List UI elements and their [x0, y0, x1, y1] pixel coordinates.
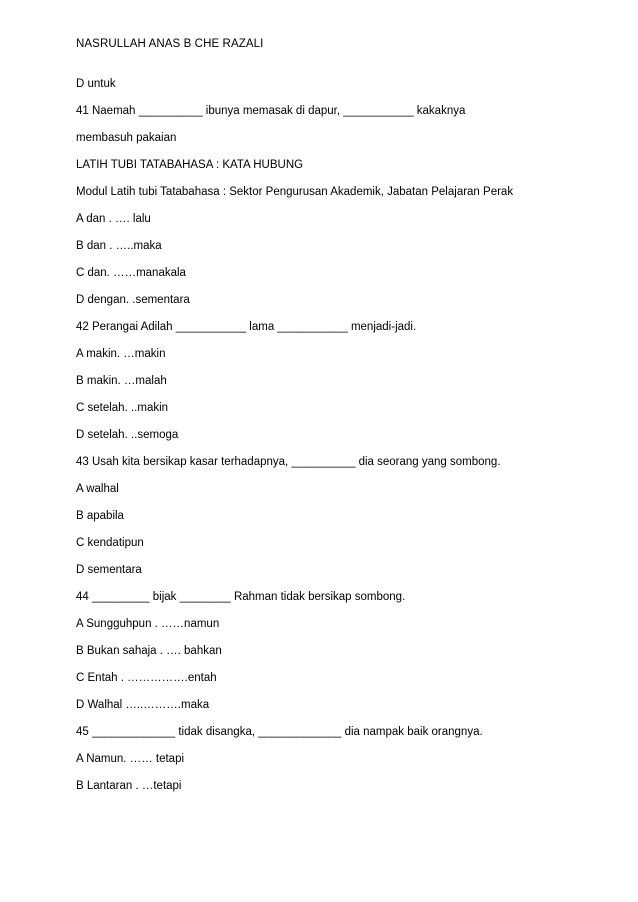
question-45: 45 _____________ tidak disangka, _____________ dia nampak baik orangnya. [76, 726, 483, 738]
answer-option: D Walhal …..……….maka [76, 699, 210, 711]
answer-option: D dengan. .sementara [76, 294, 190, 306]
question-41: 41 Naemah __________ ibunya memasak di dapur, ___________ kakaknya [76, 105, 466, 117]
answer-option: B dan . …..maka [76, 240, 162, 252]
answer-option: A Sungguhpun . ……namun [76, 618, 220, 630]
page-header-author: NASRULLAH ANAS B CHE RAZALI [76, 38, 264, 50]
document-body [76, 77, 616, 806]
question-43: 43 Usah kita bersikap kasar terhadapnya, __________ dia seorang yang sombong. [76, 456, 501, 468]
answer-option: C kendatipun [76, 537, 144, 549]
answer-option: A walhal [76, 483, 119, 495]
answer-option: C setelah. ..makin [76, 402, 169, 414]
answer-option: C dan. ……manakala [76, 267, 186, 279]
text-line: D untuk [76, 78, 116, 90]
module-title: Modul Latih tubi Tatabahasa : Sektor Pengurusan Akademik, Jabatan Pelajaran Perak [76, 186, 514, 198]
answer-option: B apabila [76, 510, 124, 522]
answer-option: B Lantaran . …tetapi [76, 780, 182, 792]
answer-option: A dan . …. lalu [76, 213, 151, 225]
question-42: 42 Perangai Adilah ___________ lama ___________ menjadi-jadi. [76, 321, 417, 333]
answer-option: B Bukan sahaja . …. bahkan [76, 645, 222, 657]
answer-option: B makin. …malah [76, 375, 167, 387]
answer-option: C Entah . …………….entah [76, 672, 217, 684]
section-heading: LATIH TUBI TATABAHASA : KATA HUBUNG [76, 159, 304, 171]
answer-option: A Namun. …… tetapi [76, 753, 185, 765]
text-line: membasuh pakaian [76, 132, 177, 144]
question-44: 44 _________ bijak ________ Rahman tidak bersikap sombong. [76, 591, 406, 603]
answer-option: A makin. …makin [76, 348, 166, 360]
answer-option: D setelah. ..semoga [76, 429, 179, 441]
answer-option: D sementara [76, 564, 142, 576]
